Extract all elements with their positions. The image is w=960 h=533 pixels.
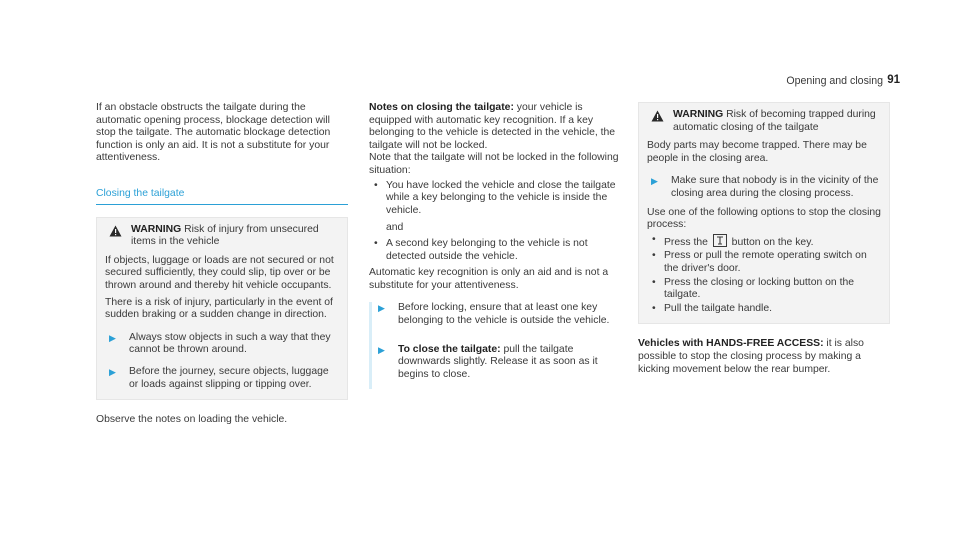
arrow-right-icon: ▶ xyxy=(109,332,116,343)
section-title: Opening and closing xyxy=(786,75,883,87)
situation-list xyxy=(369,180,623,218)
warning-title xyxy=(131,224,339,249)
observe-note: Observe the notes on loading the vehicle. xyxy=(96,414,288,426)
notes-paragraph xyxy=(369,102,623,152)
page-number: 91 xyxy=(887,74,900,86)
arrow-right-icon: ▶ xyxy=(378,344,385,355)
step-text: Before locking, ensure that at least one key belonging to the vehicle is outside the vehicle. xyxy=(398,302,610,326)
instruction-step-block xyxy=(369,336,623,390)
options-intro: Use one of the following options to stop the closing process: xyxy=(647,206,881,231)
list-item: • Press the button on the key. xyxy=(647,234,881,250)
list-item: • Pull the tailgate handle. xyxy=(647,303,881,316)
column-right xyxy=(638,102,890,376)
warning-label: WARNING xyxy=(131,223,182,235)
page-header xyxy=(0,75,960,89)
options-list xyxy=(647,234,881,316)
warning-label: WARNING xyxy=(673,109,724,120)
warning-paragraph: If objects, luggage or loads are not secured or not secured sufficiently, they could slip, tip over or be thrown around and thereby hit vehicle occupants. xyxy=(105,254,334,291)
section-heading: Closing the tailgate xyxy=(96,188,348,205)
warning-box-trapped xyxy=(638,102,890,324)
column-middle xyxy=(369,102,623,389)
key-button-icon xyxy=(713,234,727,247)
warning-header xyxy=(105,224,339,249)
step-text: Before the journey, secure objects, luggage or loads against slipping or tipping over. xyxy=(129,365,329,390)
hands-free-paragraph xyxy=(638,338,890,376)
warning-paragraph: There is a risk of injury, particularly in the event of sudden braking or a sudden change in direction. xyxy=(105,296,333,321)
warning-triangle-icon xyxy=(651,110,664,122)
note-intro: Note that the tailgate will not be locked in the following situation: xyxy=(369,152,619,176)
arrow-right-icon: ▶ xyxy=(109,366,116,377)
warning-paragraph: Body parts may become trapped. There may be people in the closing area. xyxy=(647,140,867,164)
step-label: To close the tailgate: xyxy=(398,343,501,355)
hands-free-label: Vehicles with HANDS-FREE ACCESS: xyxy=(638,338,824,350)
list-item: • Press or pull the remote operating switch on the driver's door. xyxy=(647,250,881,275)
step-text xyxy=(398,344,623,382)
instruction-step xyxy=(647,175,881,200)
step-text: Always stow objects in such a way that they cannot be thrown around. xyxy=(129,331,331,356)
instruction-step-block xyxy=(369,302,623,335)
step-text: Make sure that nobody is in the vicinity of the closing area during the closing process. xyxy=(671,175,879,199)
situation-list xyxy=(369,238,623,263)
step-body: pull the tailgate downwards slightly. Release it as soon as it begins to close. xyxy=(398,343,598,380)
column-left xyxy=(96,102,348,427)
instruction-step xyxy=(105,366,339,391)
warning-header xyxy=(647,109,881,134)
warning-box-injury xyxy=(96,217,348,401)
list-item: • Press the closing or locking button on the tailgate. xyxy=(647,277,881,302)
notes-text: your vehicle is equipped with automatic key recognition. If a key belonging to the vehicle is detected in the vehicle, the tailgate will not be locked. xyxy=(369,102,616,151)
instruction-step xyxy=(105,332,339,357)
warning-title-text: Risk of becoming trapped during automatic closing of the tailgate xyxy=(673,109,876,133)
and-connector: and xyxy=(386,222,404,234)
list-item: • You have locked the vehicle and close the tailgate while a key belonging to the vehicle is inside the vehicle. xyxy=(369,180,623,218)
arrow-right-icon: ▶ xyxy=(378,303,385,314)
arrow-right-icon: ▶ xyxy=(651,176,658,187)
intro-paragraph: If an obstacle obstructs the tailgate during the automatic opening process, blockage detection will stop the tailgate. The automatic blockage detection function is only an aid. It is not a substitute for your attentiveness. xyxy=(96,102,331,164)
aid-paragraph: Automatic key recognition is only an aid and is not a substitute for your attentiveness. xyxy=(369,267,609,291)
notes-label: Notes on closing the tailgate: xyxy=(369,102,514,113)
warning-title xyxy=(673,109,881,134)
warning-title-text: Risk of injury from unsecured items in the vehicle xyxy=(131,223,319,248)
hands-free-text: it is also possible to stop the closing process by making a kicking movement below the rear bumper. xyxy=(638,338,864,375)
list-item: • A second key belonging to the vehicle is not detected outside the vehicle. xyxy=(369,238,623,263)
warning-triangle-icon xyxy=(109,225,122,237)
